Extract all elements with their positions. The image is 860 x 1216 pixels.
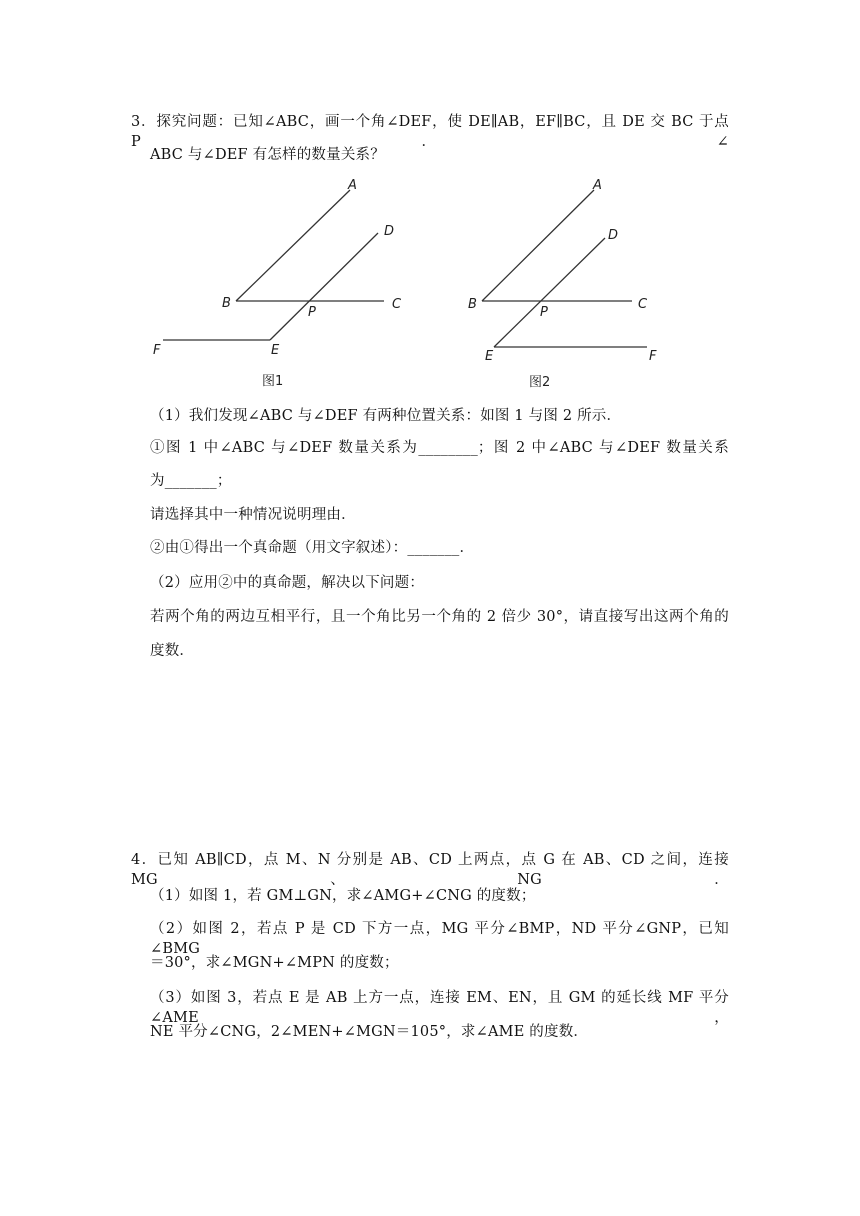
problem4-q2-line1: （2）如图 2，若点 P 是 CD 下方一点，MG 平分∠BMP，ND 平分∠GNP，已知∠BMG xyxy=(150,921,729,957)
problem3-part2: （2）应用②中的真命题，解决以下问题： xyxy=(150,575,425,591)
fig2-line-ba xyxy=(482,190,594,301)
fig1-label-d: D xyxy=(384,224,395,239)
problem4-q3-line2: NE 平分∠CNG，2∠MEN+∠MGN＝105°，求∠AME 的度数． xyxy=(150,1024,589,1040)
fig2-caption: 图2 xyxy=(529,375,551,390)
fig1-line-ba xyxy=(236,190,350,301)
fig1-line-ed xyxy=(270,233,378,340)
problem3-line2: ABC 与∠DEF 有怎样的数量关系？ xyxy=(150,147,385,163)
problem3-q1-line2: 为_______； xyxy=(150,473,232,489)
fig2-label-f: F xyxy=(649,349,657,364)
fig2-label-d: D xyxy=(608,228,619,243)
fig1-caption: 图1 xyxy=(262,374,284,389)
problem3-part1-intro: （1）我们发现∠ABC 与∠DEF 有两种位置关系：如图 1 与图 2 所示． xyxy=(150,408,622,424)
fig1-label-p: P xyxy=(308,305,316,320)
problem3-part2-line2: 度数． xyxy=(150,643,195,659)
fig1-label-e: E xyxy=(271,343,280,358)
problem4-q3-line1: （3）如图 3，若点 E 是 AB 上方一点，连接 EM、EN，且 GM 的延长线 MF 平分∠AME， xyxy=(150,990,729,1026)
fig1-label-a: A xyxy=(348,178,357,193)
figure-1 xyxy=(163,190,384,340)
problem3-q1-line1: ①图 1 中∠ABC 与∠DEF 数量关系为________；图 2 中∠ABC 与∠DEF 数量关系 xyxy=(150,440,729,456)
problem4-line1: 4．已知 AB∥CD，点 M、N 分别是 AB、CD 上两点，点 G 在 AB、CD 之间，连接 MG、NG． xyxy=(131,852,729,888)
fig2-label-p: P xyxy=(540,305,548,320)
fig1-label-f: F xyxy=(153,343,161,358)
fig2-label-b: B xyxy=(468,297,477,312)
fig2-label-c: C xyxy=(638,297,648,312)
fig2-line-ed xyxy=(494,238,605,347)
figure-1-labels xyxy=(153,178,402,389)
problem4-q1: （1）如图 1，若 GM⊥GN，求∠AMG+∠CNG 的度数； xyxy=(150,888,536,904)
problem3-q2: ②由①得出一个真命题（用文字叙述）：_______． xyxy=(150,540,475,556)
problem3-part2-line1: 若两个角的两边互相平行，且一个角比另一个角的 2 倍少 30°，请直接写出这两个角的 xyxy=(150,609,729,625)
problem3-reason: 请选择其中一种情况说明理由． xyxy=(150,507,356,523)
fig1-label-b: B xyxy=(222,296,231,311)
fig2-label-a: A xyxy=(593,178,602,193)
problem4-q2-line2: ＝30°，求∠MGN+∠MPN 的度数； xyxy=(150,955,399,971)
problem3-line1: 3．探究问题：已知∠ABC，画一个角∠DEF，使 DE∥AB，EF∥BC，且 DE 交 BC 于点 P．∠ xyxy=(131,114,729,150)
fig2-label-e: E xyxy=(485,349,494,364)
figure-2 xyxy=(482,190,647,347)
fig1-label-c: C xyxy=(392,297,402,312)
figure-2-labels xyxy=(468,178,657,390)
